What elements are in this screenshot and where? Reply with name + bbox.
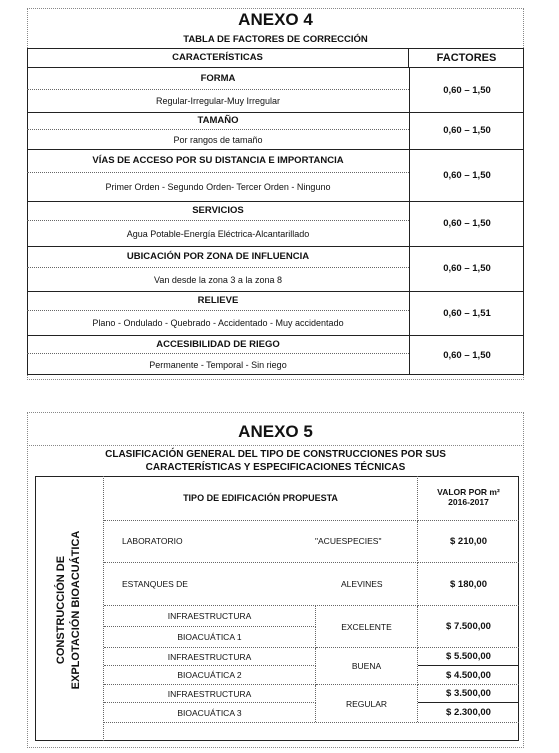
anexo4-row-factor: 0,60 – 1,50 — [409, 335, 524, 375]
anexo5-val-buena-2: $ 4.500,00 — [418, 666, 519, 685]
anexo4-row-title: VÍAS DE ACCESO POR SU DISTANCIA E IMPORTANCIA — [27, 149, 409, 173]
anexo4-row — [27, 291, 524, 335]
vertical-label-line2: EXPLOTACIÓN BIOACUÁTICA — [70, 530, 82, 689]
anexo4-row-title: UBICACIÓN POR ZONA DE INFLUENCIA — [27, 246, 409, 268]
anexo4-row — [27, 246, 524, 291]
anexo4-row — [27, 201, 524, 246]
anexo5-infra-3: INFRAESTRUCTURA — [104, 685, 316, 703]
anexo5-vertical-label — [38, 487, 100, 732]
anexo4-row-title: TAMAÑO — [27, 112, 409, 130]
anexo5-subtitle-line2: CARACTERÍSTICAS Y ESPECIFICACIONES TÉCNICAS — [145, 461, 406, 473]
anexo4-row-title: SERVICIOS — [27, 201, 409, 221]
anexo5-bio-3: BIOACUÁTICA 3 — [104, 703, 316, 722]
anexo5-title: ANEXO 5 — [238, 422, 313, 441]
anexo4-row — [27, 149, 524, 201]
anexo5-lab-left: LABORATORIO — [122, 536, 183, 546]
anexo4-row-factor: 0,60 – 1,51 — [409, 291, 524, 335]
anexo4-header-characteristics: CARACTERÍSTICAS — [27, 48, 409, 68]
anexo4-row-factor: 0,60 – 1,50 — [409, 201, 524, 246]
anexo5-infra-2: INFRAESTRUCTURA — [104, 648, 316, 666]
anexo5-bio-2: BIOACUÁTICA 2 — [104, 666, 316, 685]
anexo5-header-value — [418, 476, 519, 521]
anexo5-grade-regular: REGULAR — [316, 685, 418, 722]
anexo4-header-factors: FACTORES — [409, 48, 524, 68]
anexo5-est-left: ESTANQUES DE — [122, 579, 188, 589]
anexo4-title: ANEXO 4 — [238, 10, 313, 29]
anexo4-row-title: FORMA — [27, 68, 409, 90]
anexo5-est-right: ALEVINES — [341, 579, 383, 589]
anexo4-subtitle: TABLA DE FACTORES DE CORRECCIÓN — [183, 33, 368, 45]
anexo4-row-detail: Primer Orden - Segundo Orden- Tercer Orden - Ninguno — [105, 182, 331, 192]
anexo5-est-value: $ 180,00 — [418, 563, 519, 606]
anexo4-row-factor: 0,60 – 1,50 — [409, 68, 524, 112]
anexo5-val-buena-1: $ 5.500,00 — [418, 648, 519, 666]
anexo5-infra-1: INFRAESTRUCTURA — [104, 606, 316, 627]
header-value-line2: 2016-2017 — [448, 497, 489, 507]
anexo4-row-detail: Por rangos de tamaño — [173, 134, 263, 145]
anexo5-val-regular-1: $ 3.500,00 — [418, 685, 519, 703]
anexo4-row — [27, 68, 524, 112]
anexo4-row-detail: Agua Potable-Energía Eléctrica-Alcantarillado — [126, 228, 310, 239]
anexo4-row — [27, 335, 524, 375]
anexo5-grade-excelente: EXCELENTE — [316, 606, 418, 648]
anexo4-row-detail: Permanente - Temporal - Sin riego — [149, 359, 287, 370]
anexo4-row-factor: 0,60 – 1,50 — [409, 149, 524, 201]
anexo5-header-type: TIPO DE EDIFICACIÓN PROPUESTA — [104, 476, 418, 521]
anexo5-val-excelente: $ 7.500,00 — [418, 606, 519, 648]
anexo4-row-detail: Plano - Ondulado - Quebrado - Accidentado - Muy accidentado — [92, 318, 344, 328]
anexo5-bio-1: BIOACUÁTICA 1 — [104, 627, 316, 648]
anexo5-lab-right: "ACUESPECIES" — [315, 536, 382, 546]
anexo4-row-factor: 0,60 – 1,50 — [409, 112, 524, 149]
anexo4-row — [27, 112, 524, 149]
anexo5-bottom-rule — [104, 722, 519, 723]
anexo4-row-detail: Regular-Irregular-Muy Irregular — [155, 96, 281, 106]
anexo5-val-regular-2: $ 2.300,00 — [446, 707, 491, 718]
anexo5-title-rule — [27, 445, 524, 446]
header-value-line1: VALOR POR m² — [437, 487, 500, 497]
anexo5-subtitle-line1: CLASIFICACIÓN GENERAL DEL TIPO DE CONSTRUCCIONES POR SUS — [105, 448, 446, 460]
anexo4-row-title: ACCESIBILIDAD DE RIEGO — [27, 335, 409, 354]
anexo4-row-detail: Van desde la zona 3 a la zona 8 — [154, 274, 282, 285]
anexo5-grade-buena: BUENA — [316, 648, 418, 685]
anexo5-lab-value: $ 210,00 — [418, 521, 519, 563]
anexo4-row-title: RELIEVE — [27, 291, 409, 311]
vertical-label-line1: CONSTRUCCIÓN DE — [55, 555, 67, 664]
anexo4-row-factor: 0,60 – 1,50 — [409, 246, 524, 291]
